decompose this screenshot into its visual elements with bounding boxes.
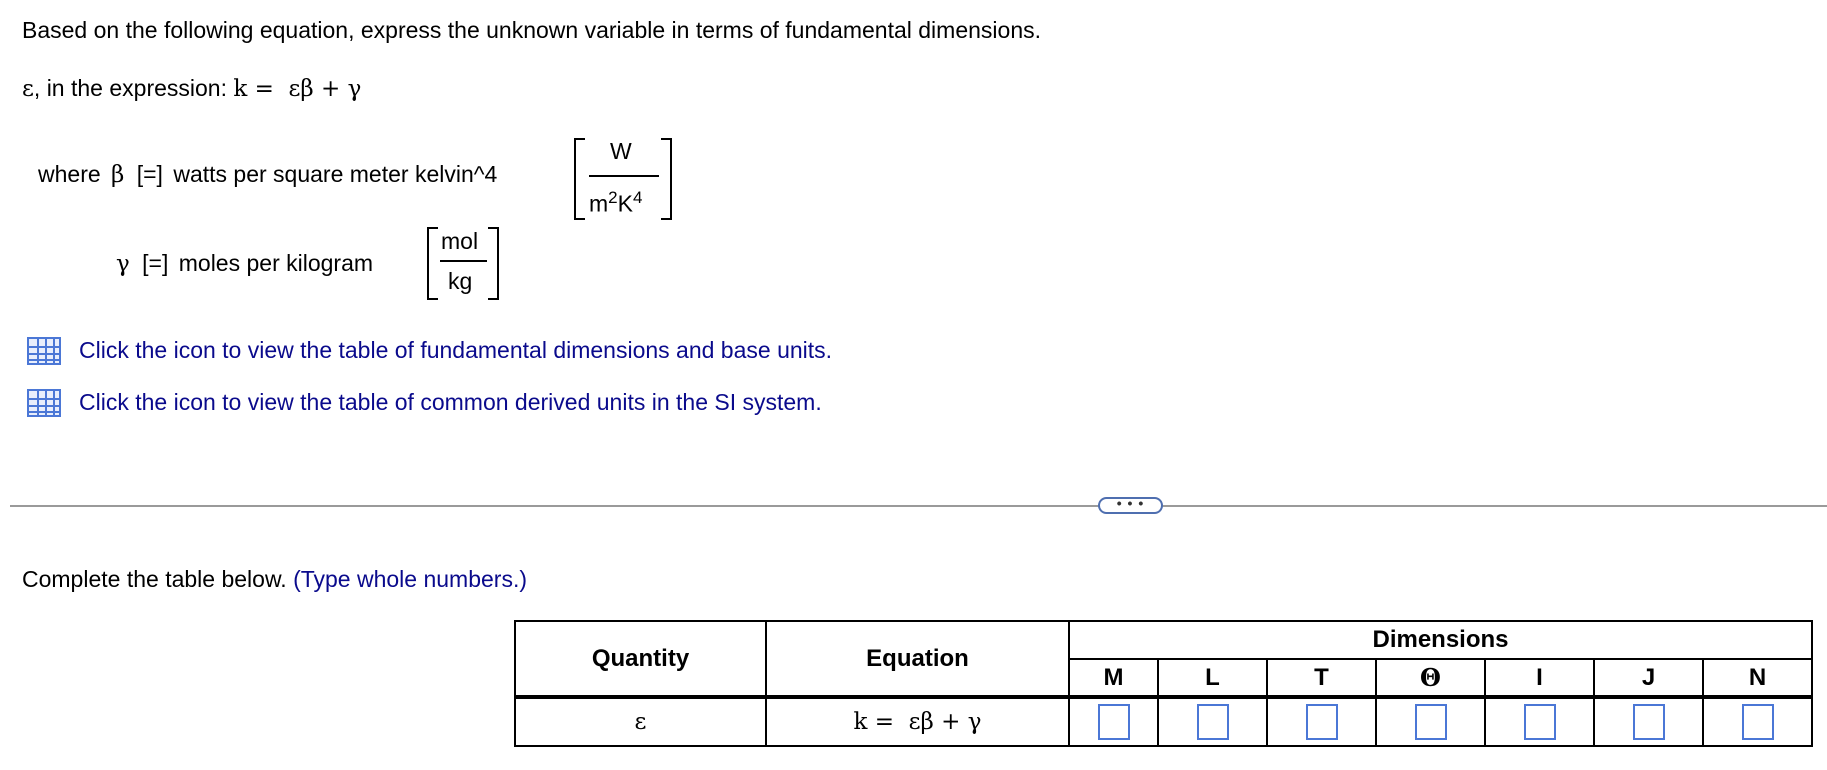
cell-J <box>1594 697 1703 746</box>
answer-input-N[interactable] <box>1742 704 1774 740</box>
cell-T <box>1267 697 1376 746</box>
gamma-fraction-bar <box>440 260 487 262</box>
cell-M <box>1069 697 1158 746</box>
more-button[interactable]: • • • <box>1098 497 1163 514</box>
cell-N <box>1703 697 1812 746</box>
table-row <box>515 697 1812 746</box>
beta-unit-denominator <box>589 188 642 218</box>
answer-input-J[interactable] <box>1633 704 1665 740</box>
beta-right-bracket <box>661 138 672 220</box>
answer-input-Theta[interactable] <box>1415 704 1447 740</box>
expression-prefix: , in the expression: <box>33 75 234 101</box>
header-dim-N: N <box>1703 659 1812 697</box>
beta-den-exp2: 4 <box>632 188 643 207</box>
gamma-symbol: γ <box>116 251 130 277</box>
beta-fraction-bar <box>589 175 659 177</box>
table-icon[interactable] <box>27 389 61 417</box>
beta-prefix: where <box>38 161 101 187</box>
beta-definition <box>38 161 497 188</box>
part2-hint: (Type whole numbers.) <box>293 566 527 592</box>
cell-I <box>1485 697 1594 746</box>
table-icon[interactable] <box>27 337 61 365</box>
beta-den-exp1: 2 <box>608 188 618 207</box>
section-divider <box>10 505 1827 507</box>
beta-unit-numerator: W <box>610 138 632 164</box>
beta-left-bracket <box>574 138 585 220</box>
beta-den-base1: m <box>589 190 609 217</box>
dimensions-table <box>514 620 1813 747</box>
link-derived-units[interactable]: Click the icon to view the table of common derived units in the SI system. <box>79 389 822 415</box>
part2-instruction <box>22 566 527 593</box>
header-dim-L: L <box>1158 659 1267 697</box>
answer-input-T[interactable] <box>1306 704 1338 740</box>
gamma-right-bracket <box>488 227 499 300</box>
answer-input-L[interactable] <box>1197 704 1229 740</box>
header-dimensions: Dimensions <box>1069 621 1812 659</box>
answer-input-I[interactable] <box>1524 704 1556 740</box>
gamma-unit-numerator: mol <box>441 228 479 254</box>
header-dim-T: T <box>1267 659 1376 697</box>
header-dim-J: J <box>1594 659 1703 697</box>
header-equation: Equation <box>766 621 1069 697</box>
part2-instruction-text: Complete the table below. <box>22 566 287 592</box>
cell-L <box>1158 697 1267 746</box>
expression: k = εβ + γ <box>233 76 362 102</box>
beta-description: watts per square meter kelvin^4 <box>173 161 498 187</box>
beta-equals: [=] <box>136 161 163 187</box>
question-instruction: Based on the following equation, express the unknown variable in terms of fundamental dimensions. <box>22 17 1041 43</box>
gamma-equals: [=] <box>142 250 169 276</box>
row-quantity: ε <box>515 697 766 746</box>
header-quantity: Quantity <box>515 621 766 697</box>
unknown-symbol: ε <box>22 76 34 102</box>
beta-symbol: β <box>111 162 125 188</box>
link-fundamental-dimensions[interactable]: Click the icon to view the table of fundamental dimensions and base units. <box>79 337 833 363</box>
expression-line <box>22 75 361 102</box>
header-dim-M: M <box>1069 659 1158 697</box>
gamma-definition <box>116 250 373 277</box>
gamma-unit-denominator: kg <box>448 268 473 294</box>
header-dim-I: I <box>1485 659 1594 697</box>
gamma-description: moles per kilogram <box>178 250 374 276</box>
beta-den-base2: K <box>617 190 633 217</box>
gamma-left-bracket <box>427 227 438 300</box>
cell-Theta <box>1376 697 1485 746</box>
row-equation: k = εβ + γ <box>766 697 1069 746</box>
answer-input-M[interactable] <box>1098 704 1130 740</box>
header-dim-Theta: Θ <box>1376 659 1485 697</box>
